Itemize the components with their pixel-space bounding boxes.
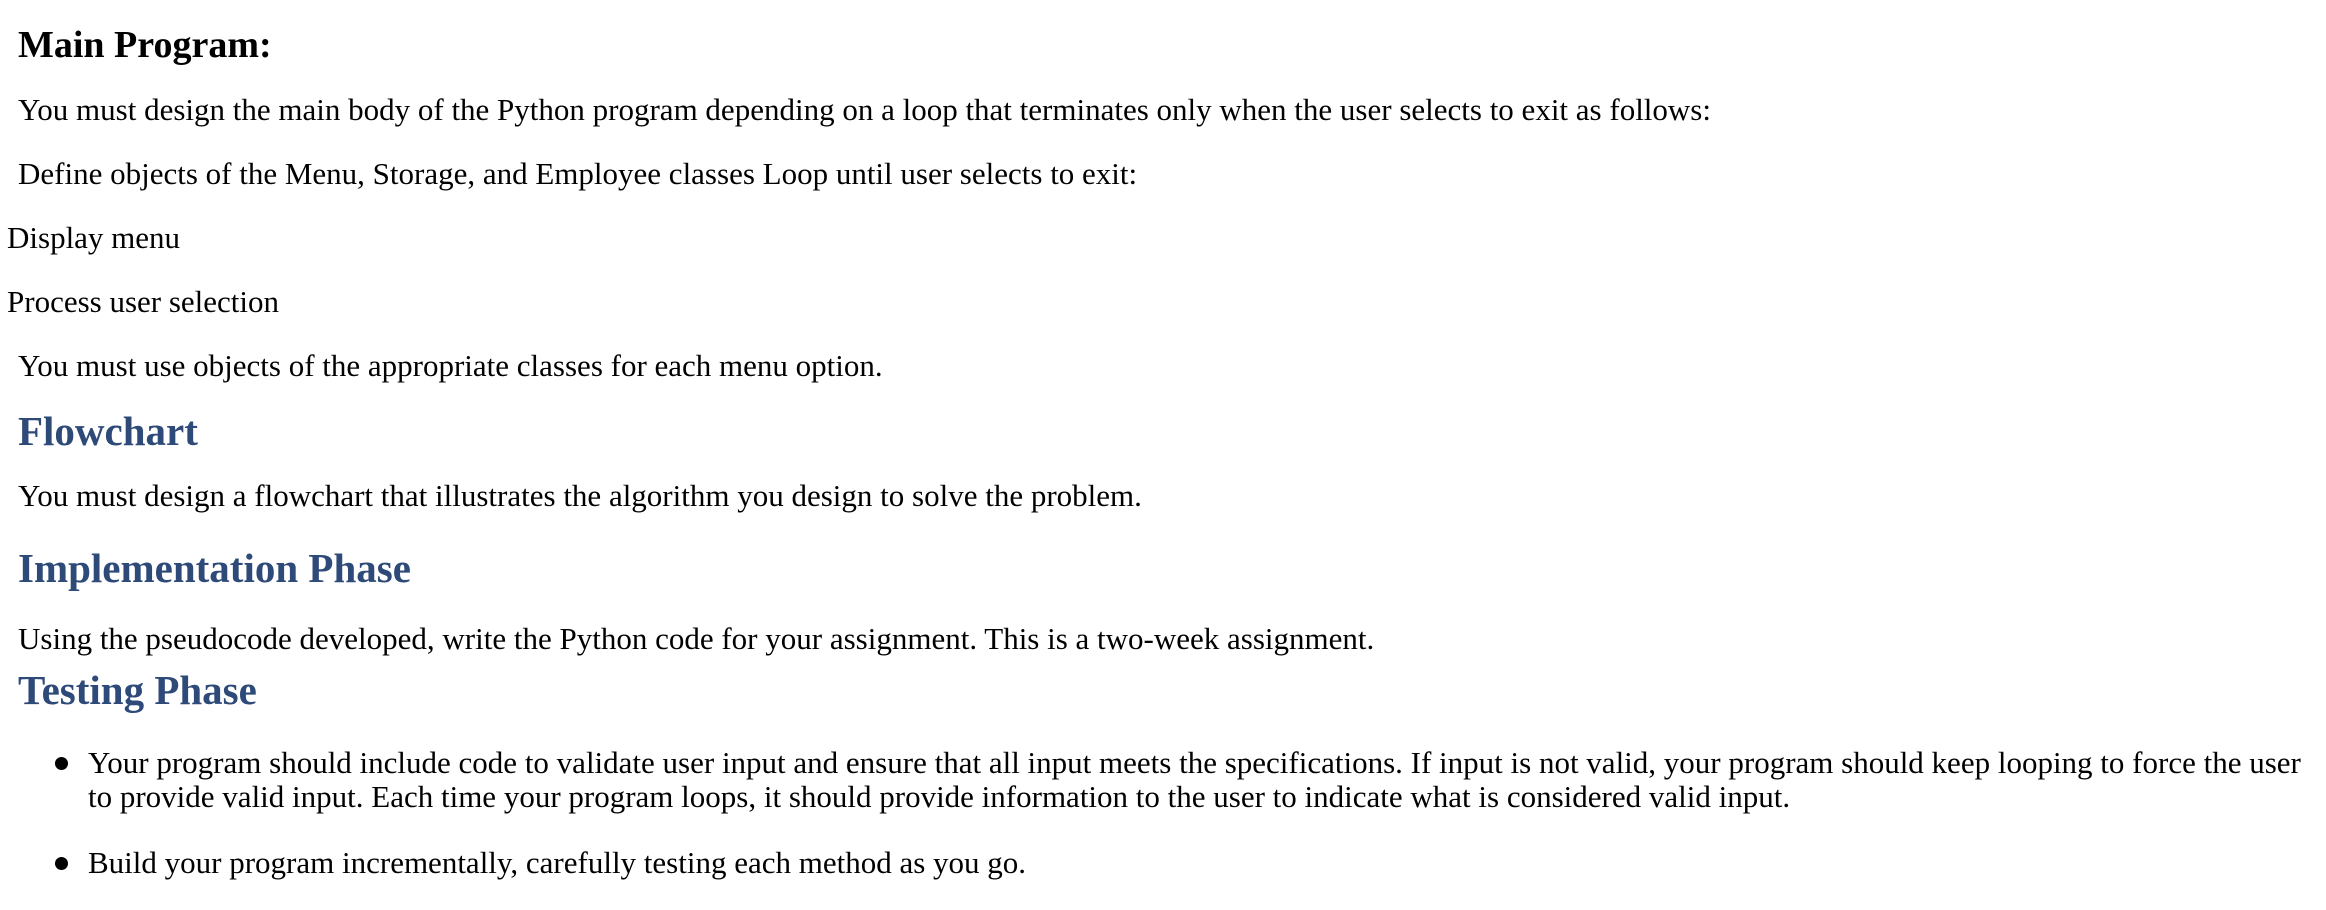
main-program-intro: You must design the main body of the Python program depending on a loop that terminates only when the user selects to exit as follows:	[18, 92, 1711, 127]
bullet-dot-icon	[55, 757, 68, 770]
list-item	[0, 846, 2326, 882]
main-program-step: Process user selection	[7, 284, 280, 319]
bullet-dot-icon	[55, 857, 68, 870]
implementation-text: Using the pseudocode developed, write the Python code for your assignment. This is a two-week assignment.	[18, 621, 1375, 656]
main-program-note: You must use objects of the appropriate classes for each menu option.	[18, 348, 883, 383]
testing-bullet-text: Your program should include code to validate user input and ensure that all input meets the specifications. If input is not valid, your program should keep looping to force the user to provide valid input. Each time your program loops, it should provide information to the user to indicate what is considered valid input.	[88, 745, 2301, 814]
list-item	[0, 746, 2326, 816]
main-program-define: Define objects of the Menu, Storage, and Employee classes Loop until user selects to exit:	[18, 156, 1138, 191]
testing-heading: Testing Phase	[18, 667, 257, 713]
implementation-heading: Implementation Phase	[18, 545, 411, 591]
flowchart-text: You must design a flowchart that illustrates the algorithm you design to solve the problem.	[18, 478, 1142, 513]
main-program-heading: Main Program:	[18, 24, 272, 66]
main-program-step: Display menu	[7, 220, 181, 255]
flowchart-heading: Flowchart	[18, 408, 198, 454]
testing-bullet-text: Build your program incrementally, carefully testing each method as you go.	[88, 845, 1027, 880]
